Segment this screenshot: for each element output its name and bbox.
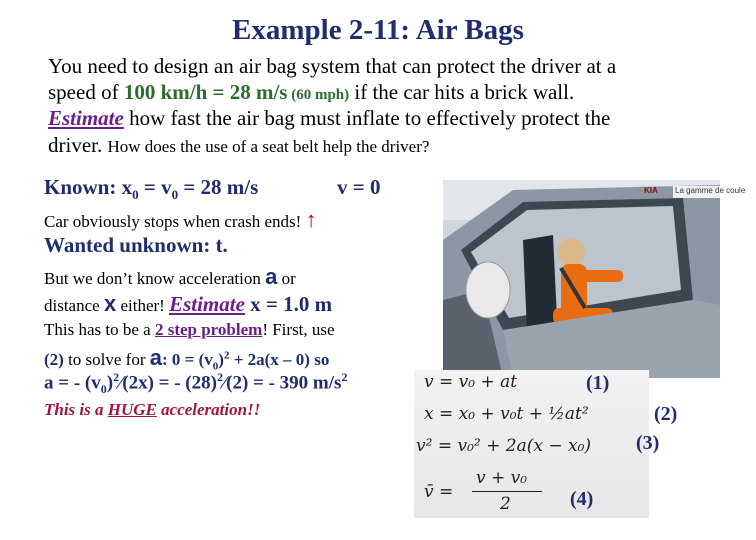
- intro-inflate: how fast the air bag must inflate to effectively protect the: [123, 106, 611, 130]
- intro-line-1: You need to design an air bag system that can protect the driver at a: [48, 54, 617, 78]
- equation-4-lhs: v̄ =: [424, 482, 454, 502]
- result-sq1: 2: [113, 370, 120, 384]
- acceleration-line: [44, 264, 296, 290]
- result-v0-sub: 0: [100, 382, 107, 397]
- equation-2: x = x₀ + v₀t + ½at²: [424, 404, 589, 424]
- huge-end: acceleration!!: [156, 400, 261, 419]
- solve-paren: ): [218, 350, 224, 369]
- page-title: Example 2-11: Air Bags: [232, 14, 524, 46]
- acceleration-symbol: a: [265, 264, 278, 289]
- result-div: ⁄(2x) = - (28): [119, 372, 217, 394]
- estimate-keyword: Estimate: [48, 106, 124, 130]
- stops-text: Car obviously stops when crash ends!: [44, 212, 302, 231]
- intro-line-2: [48, 80, 574, 105]
- result-paren: ): [106, 372, 114, 394]
- distance-symbol: x: [103, 291, 117, 316]
- solve-a-symbol: a: [149, 345, 163, 370]
- intro-speed-label: speed of: [48, 80, 124, 104]
- result-line: [44, 370, 347, 397]
- equation-4-denominator: 2: [500, 494, 511, 514]
- solve-text: to solve for: [63, 350, 150, 369]
- solve-rest: + 2a(x – 0) so: [229, 350, 330, 369]
- distance-estimate-keyword: Estimate: [169, 292, 245, 316]
- crash-test-illustration: [443, 180, 720, 378]
- photo-sign: La gamme de coule: [675, 186, 746, 195]
- equation-1: v = v₀ + at: [424, 372, 518, 392]
- stops-line: [44, 207, 317, 233]
- intro-speed-mph: (60 mph): [287, 87, 350, 103]
- crash-test-photo: [443, 180, 746, 378]
- equation-4-numerator: v + v₀: [476, 468, 528, 488]
- photo-brand: KIA: [644, 186, 658, 195]
- equations-panel: [414, 370, 649, 518]
- wanted-line: Wanted unknown: t.: [44, 233, 228, 257]
- equation-label-1: (1): [586, 372, 610, 394]
- known-line: [44, 175, 258, 203]
- solve-line: [44, 345, 329, 372]
- known-v0: = v: [138, 175, 172, 199]
- huge-line: [44, 400, 260, 420]
- equation-3: v² = v₀² + 2a(x − x₀): [416, 436, 592, 456]
- intro-speed-value: 100 km/h = 28 m/s: [123, 80, 288, 104]
- result-a: a = - (v: [44, 372, 101, 394]
- intro-line-4: [48, 133, 429, 158]
- distance-line: [44, 291, 332, 317]
- intro-wall: if the car hits a brick wall.: [349, 80, 575, 104]
- result-sq2: 2: [216, 370, 223, 384]
- known-v0-sub: 0: [171, 187, 179, 203]
- solve-eq-ref: (2): [44, 350, 64, 369]
- distance-text: distance: [44, 296, 104, 315]
- equation-label-4: (4): [570, 488, 594, 510]
- known-x0-sub: 0: [132, 187, 139, 203]
- result-value: ⁄(2) = - 390 m/s: [222, 372, 342, 394]
- distance-estimate-value: x = 1.0 m: [244, 292, 333, 316]
- intro-line-3: [48, 106, 610, 131]
- two-step-line: [44, 320, 335, 340]
- huge-keyword: HUGE: [107, 400, 157, 419]
- equation-label-2: (2): [654, 403, 678, 425]
- equation-4-fraction-bar: [472, 491, 542, 492]
- result-s2: 2: [341, 370, 348, 384]
- solve-v0-sub: 0: [212, 360, 219, 373]
- solve-equation: : 0 = (v: [162, 350, 213, 369]
- intro-driver: driver.: [48, 133, 108, 157]
- solve-sq: 2: [223, 349, 230, 362]
- known-value: = 28 m/s: [178, 175, 259, 199]
- two-step-keyword: 2 step problem: [154, 320, 263, 339]
- distance-either: either!: [116, 296, 170, 315]
- equation-label-3: (3): [636, 432, 660, 454]
- acceleration-text: But we don’t know acceleration: [44, 269, 266, 288]
- two-step-first: ! First, use: [262, 320, 335, 339]
- known-v-final: v = 0: [337, 175, 381, 199]
- intro-seatbelt-question: How does the use of a seat belt help the driver?: [107, 137, 430, 156]
- acceleration-or: or: [277, 269, 296, 288]
- known-label: Known: x: [44, 175, 133, 199]
- up-arrow-icon: ↑: [305, 207, 317, 232]
- two-step-text: This has to be a: [44, 320, 155, 339]
- huge-text: This is a: [44, 400, 108, 419]
